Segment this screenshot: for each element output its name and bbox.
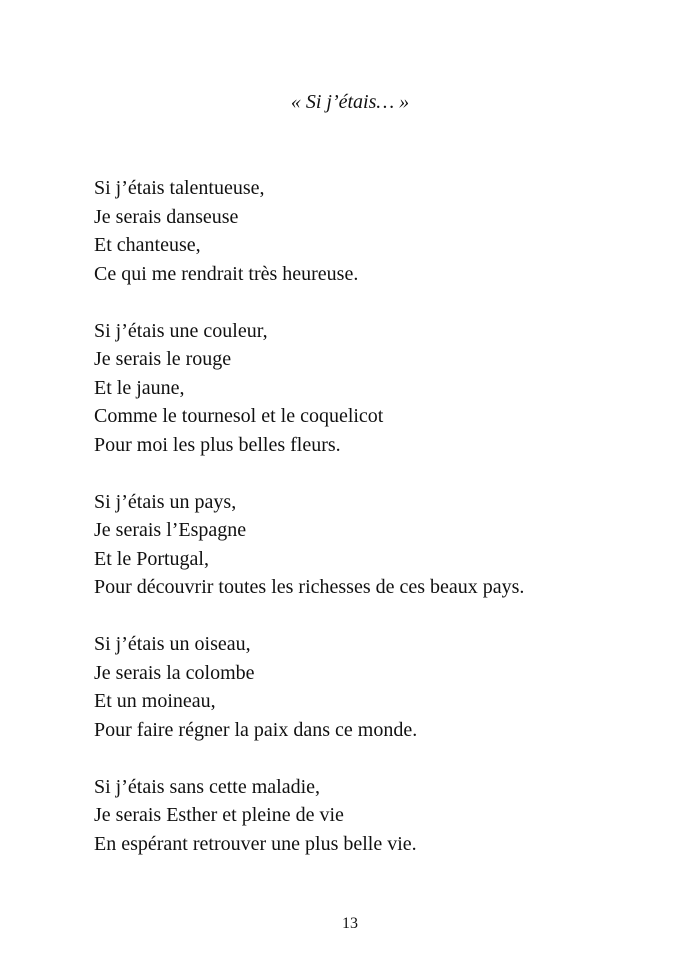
poem-line: Pour moi les plus belles fleurs. (94, 433, 341, 456)
poem-line: Et chanteuse, (94, 234, 201, 256)
poem-line: Je serais danseuse (94, 205, 239, 228)
poem-line: En espérant retrouver une plus belle vie. (94, 832, 417, 855)
poem-line: Je serais Esther et pleine de vie (94, 804, 344, 826)
poem-line: Comme le tournesol et le coquelicot (94, 405, 384, 427)
page-number: 13 (342, 915, 358, 932)
poem-line: Et le Portugal, (94, 547, 209, 570)
poem-line: Pour découvrir toutes les richesses de ces beaux pays. (94, 576, 525, 598)
poem-line: Et le jaune, (94, 376, 185, 399)
poem-line: Je serais l’Espagne (94, 519, 247, 541)
stanza (94, 174, 674, 288)
poem-line: Si j’étais talentueuse, (94, 177, 265, 199)
poem-body (94, 174, 674, 887)
stanza (94, 317, 674, 460)
poem-line: Pour faire régner la paix dans ce monde. (94, 718, 418, 741)
poem-line: Je serais la colombe (94, 661, 255, 684)
poem-line: Si j’étais un pays, (94, 490, 237, 513)
poem-line: Je serais le rouge (94, 348, 232, 370)
poem-line: Et un moineau, (94, 690, 216, 712)
poem-line: Si j’étais un oiseau, (94, 633, 251, 655)
stanza (94, 488, 674, 602)
stanza (94, 630, 674, 744)
poem-title: « Si j’étais… » (290, 91, 410, 113)
poem-line: Si j’étais sans cette maladie, (94, 775, 321, 798)
stanza (94, 773, 674, 859)
poem-line: Ce qui me rendrait très heureuse. (94, 262, 359, 285)
poem-line: Si j’étais une couleur, (94, 319, 268, 342)
